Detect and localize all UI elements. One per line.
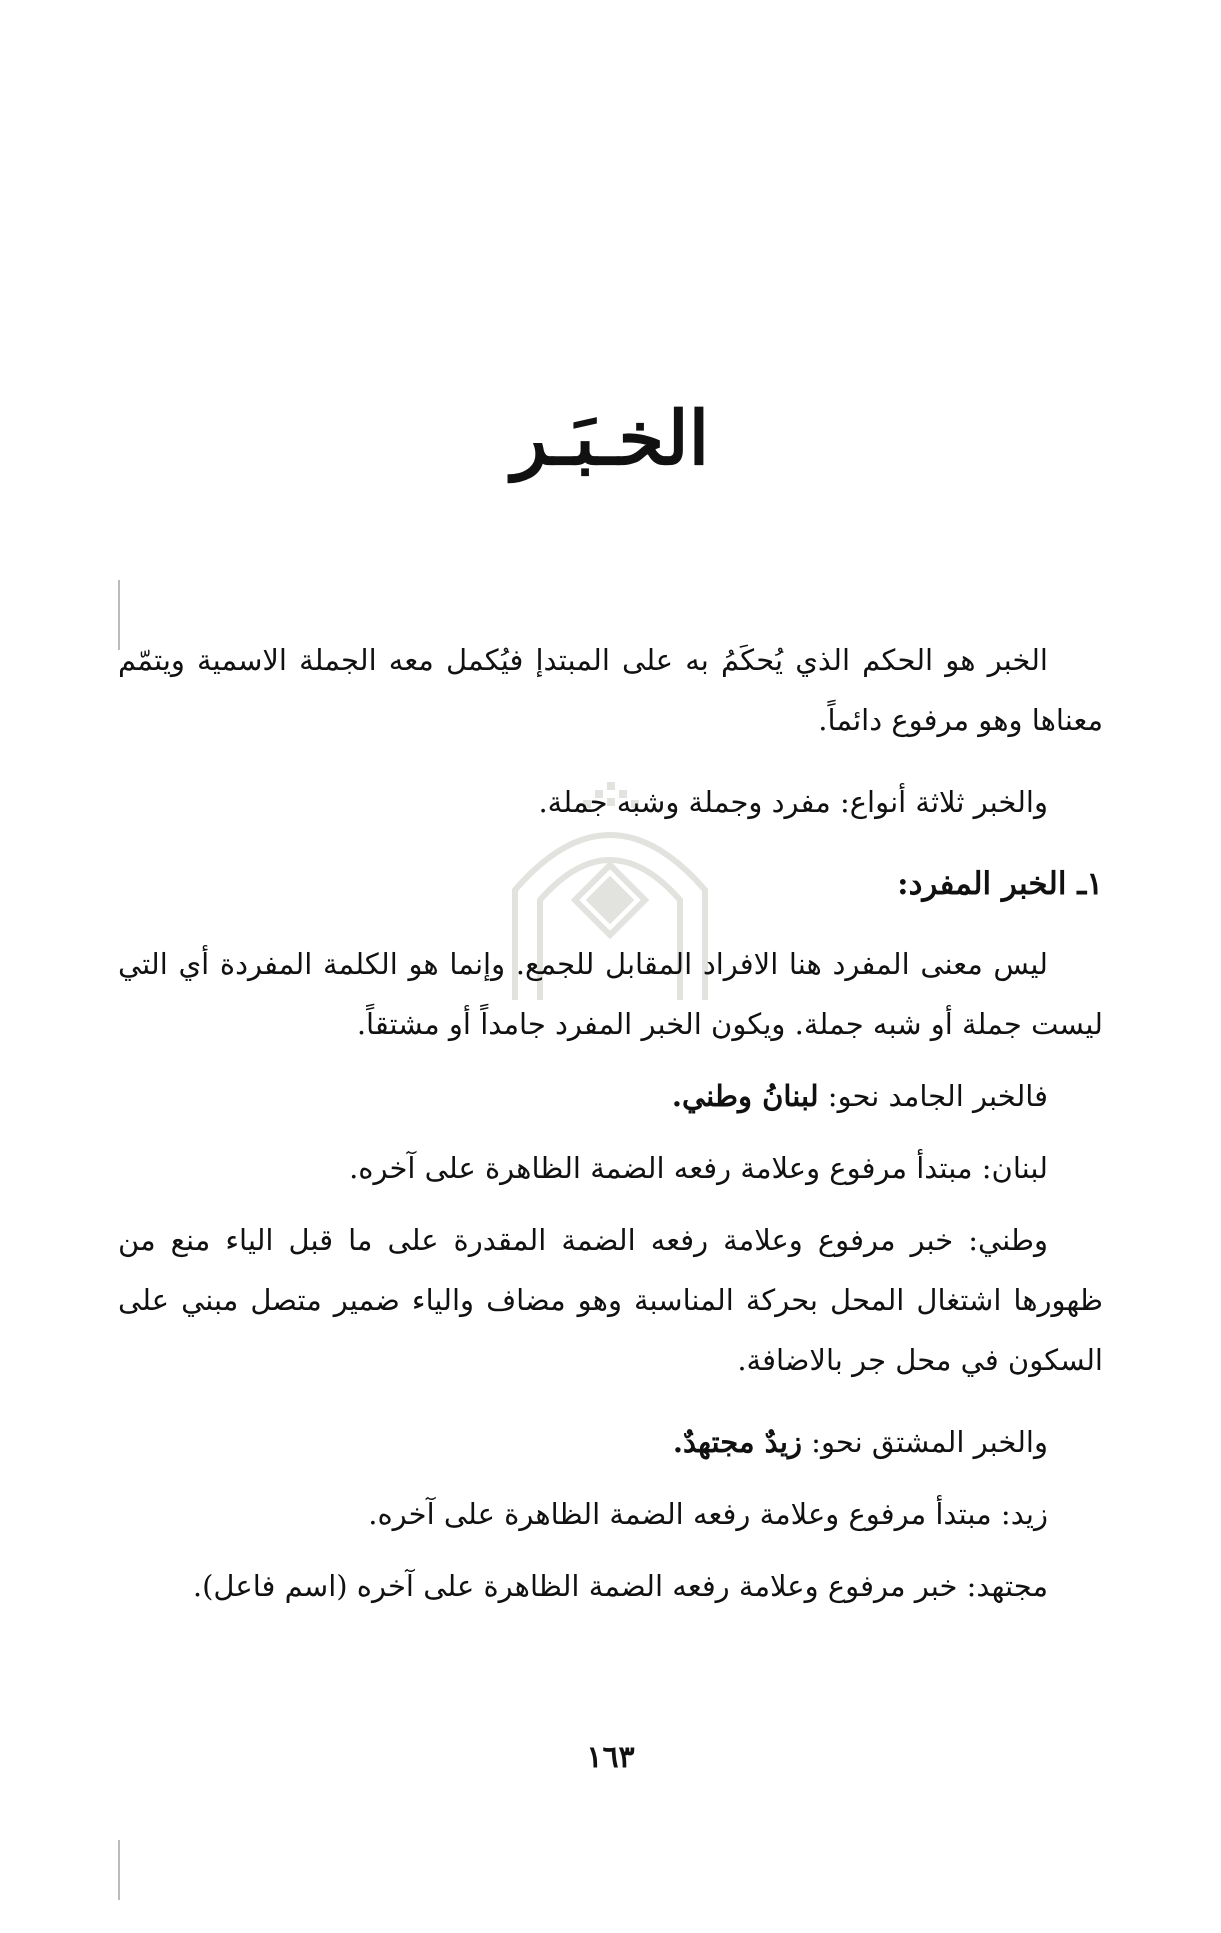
parsing-label: زيد: bbox=[1000, 1497, 1048, 1531]
parsing-text: مبتدأ مرفوع وعلامة رفعه الضمة الظاهرة على آخره. bbox=[349, 1151, 973, 1185]
mushtaq-example: زيدٌ مجتهدٌ. bbox=[672, 1425, 802, 1459]
single-predicate-intro: ليس معنى المفرد هنا الافراد المقابل للجمع. وإنما هو الكلمة المفردة أي التي ليست جملة أو شبه جملة. ويكون الخبر المفرد جامداً أو مشتقاً. bbox=[118, 947, 1103, 1041]
types-paragraph: والخبر ثلاثة أنواع: مفرد وجملة وشبه جملة. bbox=[538, 785, 1048, 819]
section-heading-single-predicate: ١ـ الخبر المفرد: bbox=[897, 866, 1103, 902]
parsing-text: مبتدأ مرفوع وعلامة رفعه الضمة الظاهرة على آخره. bbox=[368, 1497, 992, 1531]
page-number: ١٦٣ bbox=[586, 1740, 635, 1775]
jamid-example-line bbox=[118, 1066, 1103, 1126]
parsing-text: خبر مرفوع وعلامة رفعه الضمة الظاهرة على آخره (اسم فاعل). bbox=[192, 1569, 958, 1603]
mushtaq-lead: والخبر المشتق نحو: bbox=[811, 1425, 1048, 1459]
parsing-label: وطني: bbox=[968, 1223, 1048, 1257]
parsing-mujtahid bbox=[118, 1556, 1103, 1616]
page-title: الخـبَـر bbox=[511, 396, 710, 482]
scan-edge-mark bbox=[118, 1840, 120, 1900]
parsing-label: لبنان: bbox=[981, 1151, 1048, 1185]
mushtaq-example-line bbox=[118, 1412, 1103, 1472]
parsing-lubnan bbox=[118, 1138, 1103, 1198]
page-body bbox=[118, 630, 1103, 1628]
jamid-example: لبنانُ وطني. bbox=[671, 1079, 819, 1113]
parsing-zayd bbox=[118, 1484, 1103, 1544]
definition-paragraph: الخبر هو الحكم الذي يُحكَمُ به على المبتدإ فيُكمل معه الجملة الاسمية ويتمّم معناها وهو مرفوع دائماً. bbox=[118, 643, 1103, 737]
jamid-lead: فالخبر الجامد نحو: bbox=[827, 1079, 1048, 1113]
parsing-watani bbox=[118, 1210, 1103, 1390]
parsing-text: خبر مرفوع وعلامة رفعه الضمة المقدرة على ما قبل الياء منع من ظهورها اشتغال المحل بحركة المناسبة وهو مضاف والياء ضمير متصل مبني على السكون في محل جر بالاضافة. bbox=[118, 1223, 1103, 1377]
parsing-label: مجتهد: bbox=[966, 1569, 1048, 1603]
